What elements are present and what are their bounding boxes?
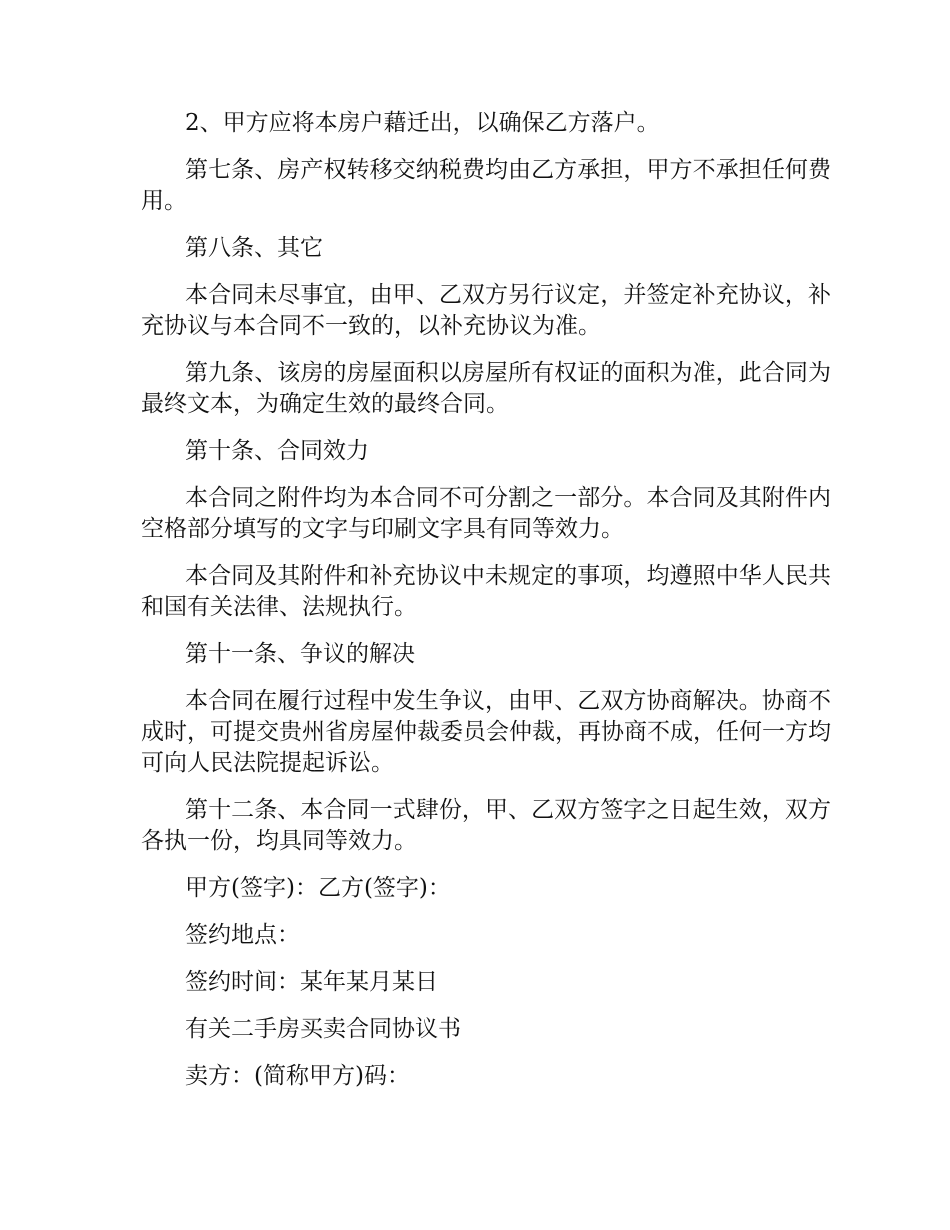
paragraph-clause-7: 第七条、房产权转移交纳税费均由乙方承担，甲方不承担任何费用。 — [141, 157, 831, 214]
signing-time: 签约时间：某年某月某日 — [185, 969, 438, 995]
heading-clause-8: 第八条、其它 — [185, 235, 323, 261]
paragraph-clause-12: 第十二条、本合同一式肆份，甲、乙双方签字之日起生效，双方各执一份，均具同等效力。 — [141, 797, 831, 854]
paragraph-clause-6-item-2: 2、甲方应将本房户藉迁出，以确保乙方落户。 — [185, 110, 660, 136]
paragraph-clause-9: 第九条、该房的房屋面积以房屋所有权证的面积为准，此合同为最终文本，为确定生效的最终合同。 — [141, 360, 831, 417]
heading-clause-10: 第十条、合同效力 — [185, 438, 369, 464]
document-body — [141, 108, 831, 1108]
signature-line: 甲方(签字)：乙方(签字)： — [185, 875, 451, 901]
paragraph-clause-11-body: 本合同在履行过程中发生争议，由甲、乙双方协商解决。协商不成时，可提交贵州省房屋仲裁委员会仲裁，再协商不成，任何一方均可向人民法院提起诉讼。 — [141, 688, 831, 776]
paragraph-clause-10-body-1: 本合同之附件均为本合同不可分割之一部分。本合同及其附件内空格部分填写的文字与印刷文字具有同等效力。 — [141, 485, 831, 542]
seller-line: 卖方：(简称甲方)码： — [185, 1063, 410, 1089]
signing-place: 签约地点： — [185, 922, 300, 948]
heading-clause-11: 第十一条、争议的解决 — [185, 641, 415, 667]
paragraph-clause-8-body: 本合同未尽事宜，由甲、乙双方另行议定，并签定补充协议，补充协议与本合同不一致的，以补充协议为准。 — [141, 282, 831, 339]
next-document-title: 有关二手房买卖合同协议书 — [185, 1016, 461, 1042]
paragraph-clause-10-body-2: 本合同及其附件和补充协议中未规定的事项，均遵照中华人民共和国有关法律、法规执行。 — [141, 563, 831, 620]
